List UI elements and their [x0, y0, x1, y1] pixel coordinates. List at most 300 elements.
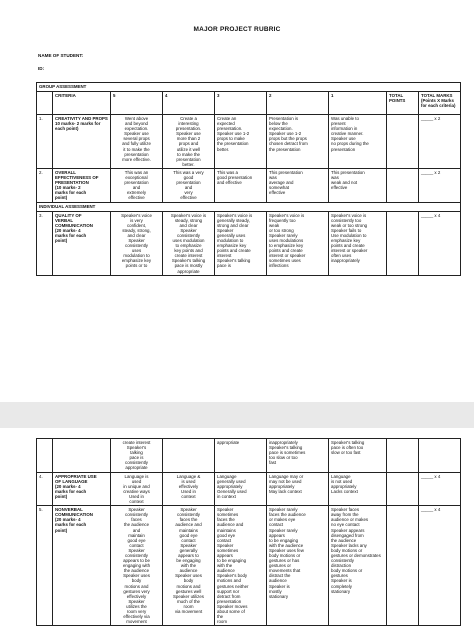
score-1-cell: [329, 115, 387, 169]
row-number: 1.: [37, 115, 53, 169]
table-row: [37, 472, 461, 506]
score-3-cell-line: emphasize key: [217, 243, 247, 249]
score-1-cell-line: weak and not: [331, 180, 358, 186]
score-4-cell-line: via movement: [174, 609, 203, 614]
score-2-cell-line: faces the audience: [269, 512, 306, 518]
row-number: 4.: [37, 472, 53, 506]
score-5-cell-line: talking: [130, 450, 143, 456]
score-3-cell-line: generally steady,: [217, 217, 250, 223]
score-5-cell-line: Speaker: [128, 598, 145, 604]
score-3-cell-line: room: [217, 619, 228, 625]
score-1-cell-line: Speaker appears: [331, 527, 365, 533]
score-1-cell-line: weak or too strong: [331, 222, 368, 228]
score-2-cell-line: with the audience: [269, 542, 304, 548]
score-2-cell: [267, 168, 329, 202]
criteria-cell-line: COMMUNICATION: [55, 512, 93, 518]
score-5-cell-line: several props: [123, 136, 150, 142]
score-4-cell-line: audience: [179, 568, 198, 574]
score-3-cell-line: interest: [217, 253, 232, 259]
total-marks-cell: [419, 439, 461, 473]
criteria-cell-line: marks for each: [55, 488, 87, 494]
score-4-cell-line: Used in: [181, 488, 196, 494]
total-points-cell: [387, 211, 419, 275]
score-4-cell-line: be engaging: [176, 558, 201, 564]
table-row: [37, 439, 461, 473]
score-1-cell-line: gestures or demonstrates: [331, 552, 381, 558]
score-4-cell-line: create interest: [174, 253, 203, 259]
page-one-rows: [37, 115, 461, 276]
score-2-cell-line: appears: [269, 532, 285, 538]
score-5-cell-line: points or to: [125, 263, 148, 269]
score-3-cell: [215, 439, 267, 473]
score-5-cell-line: emphasize key: [121, 258, 152, 264]
score-5-cell: [111, 506, 163, 626]
score-4-cell-line: to make the: [177, 151, 200, 157]
score-4-cell-line: consistently: [177, 512, 200, 518]
score-5-cell-line: Speaker's voice: [121, 212, 152, 218]
score-5-cell-line: Language is: [124, 473, 149, 479]
score-2-cell-line: audience: [269, 578, 287, 584]
score-5-cell-line: and: [132, 185, 141, 191]
criteria-cell-line: marks for each: [55, 190, 87, 196]
score-3-cell-line: Speaker's body: [217, 573, 248, 579]
score-1-cell-line: was: [331, 175, 339, 181]
score-2-cell-line: to be engaging: [269, 537, 299, 543]
rubric-table-page-one: [36, 82, 461, 276]
criteria-cell-line: VERBAL: [55, 217, 74, 223]
score-4-cell: [163, 439, 215, 473]
score-1-cell-line: Speaker is: [331, 578, 352, 584]
score-3-cell-line: Speaker moves: [217, 603, 248, 609]
score-4-cell-line: appears to: [178, 552, 199, 558]
criteria-cell-line: APPROPRIATE USE: [55, 473, 97, 479]
score-4-cell-line: interesting: [178, 121, 199, 127]
score-3-cell-line: This was a: [217, 169, 238, 175]
table-row: [37, 168, 461, 202]
score-2-cell-line: Speaker uses few: [269, 547, 304, 553]
score-4-cell-line: Speaker's voice is: [170, 212, 207, 218]
score-5-cell-line: the audience: [123, 568, 150, 574]
page-two: [0, 428, 474, 632]
score-4-cell-line: props and: [178, 141, 199, 147]
score-3-cell-line: good eye: [217, 532, 236, 538]
score-3-cell-line: generally used: [217, 478, 246, 484]
score-5-cell-line: This was an: [124, 169, 149, 175]
score-1-cell-line: creative manner.: [331, 131, 364, 137]
score-2-cell-line: below the: [269, 121, 288, 127]
score-3-cell-line: generally uses: [217, 232, 246, 238]
score-1-cell-line: gestures: [331, 573, 348, 579]
score-1-cell-line: Speaker lacks any: [331, 542, 367, 548]
score-4-cell-line: with the: [180, 563, 197, 569]
score-1-cell-line: is not used: [331, 478, 353, 484]
score-5-cell-line: consistently: [125, 512, 148, 518]
score-2-cell-line: effective: [269, 190, 286, 196]
score-3-cell-line: appears: [217, 552, 233, 558]
rubric-table-page-two: [36, 438, 461, 626]
score-2-cell-line: was: [269, 175, 277, 181]
criteria-cell-line: EFFECTIVENESS OF: [55, 175, 99, 181]
score-3-cell-line: sometimes: [217, 547, 239, 553]
student-id-label: ID:: [38, 66, 45, 71]
table-header-row: [37, 92, 461, 115]
score-2-cell-line: body motions or: [269, 552, 301, 558]
score-4-cell-line: Speaker: [180, 542, 197, 548]
total-points-cell: [387, 506, 419, 626]
score-2-cell-line: too slow or too: [269, 455, 298, 461]
score-3-cell-line: modulation to: [217, 237, 244, 243]
score-4-cell-line: and clear: [179, 222, 198, 228]
score-4-cell-line: effective: [180, 195, 197, 201]
score-5-cell-line: steady, strong,: [122, 227, 151, 233]
score-5-cell-line: Speaker: [128, 237, 145, 243]
header-total-marks: TOTAL MARKS (Points X Marks for each criteria): [419, 92, 461, 115]
score-1-cell-line: Use modulation to: [331, 232, 367, 238]
score-2-cell-line: uses modulations: [269, 237, 304, 243]
score-4-cell-line: Speaker use: [176, 131, 201, 137]
total-marks-cell: _____ x 2: [419, 115, 461, 169]
score-2-cell: [267, 472, 329, 506]
criteria-cell-line: (20 marks- 4: [55, 517, 81, 523]
table-row: [37, 506, 461, 626]
criteria-cell-line: NONVERBAL: [55, 507, 83, 513]
score-5-cell-line: and beyond: [125, 121, 148, 127]
total-marks-cell: _____ x 4: [419, 506, 461, 626]
score-2-cell-line: to emphasize key: [269, 243, 304, 249]
score-3-cell-line: better.: [217, 146, 230, 152]
criteria-cell-line: point): [55, 527, 68, 533]
score-1-cell-line: pace is often too: [331, 445, 364, 451]
score-3-cell-line: good presentation: [217, 175, 253, 181]
score-4-cell: [163, 506, 215, 626]
score-1-cell-line: Speaker use: [331, 136, 356, 142]
score-3-cell-line: pace is: [217, 263, 231, 269]
score-2-cell: [267, 439, 329, 473]
score-1-cell-line: away from the: [331, 512, 359, 518]
criteria-cell-line: (20 marks- 4: [55, 483, 81, 489]
criteria-cell-line: QUALITY OF: [55, 212, 82, 218]
score-3-cell-line: strong and clear: [217, 222, 249, 228]
total-points-cell: [387, 472, 419, 506]
score-4-cell-line: consistently: [177, 232, 200, 238]
score-4-cell: [163, 115, 215, 169]
score-1-cell-line: the audience: [331, 537, 357, 543]
total-marks-cell: _____ x 2: [419, 168, 461, 202]
score-5-cell: [111, 211, 163, 275]
score-4-cell-line: Speaker uses: [175, 573, 202, 579]
score-4-cell-line: good eye: [179, 532, 198, 538]
score-2-cell-line: Presentation is: [269, 116, 299, 121]
score-4-cell-line: good: [183, 175, 194, 181]
score-5-cell-line: good eye: [127, 537, 146, 543]
criteria-cell-line: CREATIVITY AND PROPS: [55, 116, 108, 121]
score-1-cell-line: completely: [331, 583, 352, 589]
score-1-cell-line: inappropriately: [331, 258, 360, 264]
score-2-cell-line: Speaker rarely: [269, 507, 298, 513]
score-3-cell-line: about some of: [217, 609, 245, 614]
score-5-cell-line: it to make the: [123, 146, 150, 152]
score-5-cell-line: used: [131, 478, 142, 484]
score-2-cell-line: movements that: [269, 568, 301, 574]
score-2-cell-line: expectation.: [269, 126, 293, 132]
score-5-cell-line: contact: [129, 542, 144, 548]
page-title: MAJOR PROJECT RUBRIC: [193, 26, 281, 33]
score-1-cell-line: consistently: [331, 558, 354, 564]
score-5-cell-line: utilizes the: [126, 603, 147, 609]
score-5-cell-line: body: [131, 578, 142, 584]
criteria-cell-line: PRESENTATION: [55, 180, 89, 186]
score-4-cell: [163, 211, 215, 275]
criteria-cell-line: marks for each: [55, 522, 87, 528]
score-3-cell-line: the: [217, 614, 224, 620]
score-1-cell-line: points and create: [331, 243, 365, 249]
score-3-cell-line: presentation: [217, 598, 242, 604]
score-2-cell-line: interest or speaker: [269, 253, 306, 259]
header-score-1: 1: [329, 92, 387, 115]
score-5-cell: [111, 168, 163, 202]
score-4-cell-line: presentation: [176, 180, 201, 186]
score-2-cell-line: Speaker's talking: [269, 445, 303, 451]
score-3-cell-line: expected: [217, 121, 235, 127]
header-total-points: TOTAL POINTS: [387, 92, 419, 115]
criteria-cell: [53, 211, 111, 275]
score-2-cell-line: props but the props: [269, 136, 307, 142]
score-5-cell-line: effectively via: [123, 614, 150, 620]
score-5-cell-line: faces: [131, 517, 142, 523]
score-4-cell-line: presentation: [176, 156, 201, 162]
header-score-5: 5: [111, 92, 163, 115]
score-2-cell-line: somewhat: [269, 185, 290, 191]
score-4-cell-line: Speaker: [180, 227, 197, 233]
criteria-cell-line: point): [55, 195, 68, 201]
score-1-cell-line: body motions or: [331, 568, 363, 574]
score-5-cell-line: and clear: [127, 232, 146, 238]
score-4-cell-line: audience and: [175, 522, 202, 528]
score-5-cell: [111, 472, 163, 506]
score-5-cell-line: engaging with: [122, 563, 151, 569]
criteria-cell-line: OVERALL: [55, 169, 76, 175]
score-2-cell-line: mostly: [269, 588, 282, 594]
score-5-cell-line: gestures very: [123, 588, 150, 594]
table-row: [37, 115, 461, 169]
score-1-cell-line: Speaker fails to: [331, 227, 362, 233]
score-3-cell-line: Generally used: [217, 488, 247, 494]
score-3-cell-line: to be engaging: [217, 558, 247, 564]
score-4-cell-line: This was a very: [173, 169, 204, 175]
table-row: [37, 211, 461, 275]
score-3-cell-line: detract from: [217, 593, 241, 599]
score-4-cell: [163, 472, 215, 506]
header-score-2: 2: [267, 92, 329, 115]
criteria-cell-line: marks for each: [55, 232, 87, 238]
score-5-cell-line: appropriate: [125, 465, 148, 471]
score-3-cell-line: audience and: [217, 522, 244, 528]
score-5-cell-line: presentation: [124, 180, 149, 186]
score-2-cell-line: contact: [269, 522, 284, 528]
score-2-cell-line: Speaker rarely: [269, 232, 298, 238]
row-number: 5.: [37, 506, 53, 626]
score-4-cell-line: faces the: [179, 517, 198, 523]
score-5-cell-line: maintain: [128, 532, 145, 538]
score-4-cell-line: pace is mostly: [174, 263, 203, 269]
score-2-cell-line: appropriately: [269, 483, 295, 489]
score-3-cell-line: Speaker's voice is: [217, 212, 253, 218]
score-4-cell-line: better.: [182, 161, 195, 167]
score-3-cell-line: audience: [217, 568, 235, 574]
score-5-cell-line: appears to be: [123, 558, 150, 564]
score-5-cell-line: Speaker uses: [123, 573, 150, 579]
header-criteria: CRITERIA: [53, 92, 111, 115]
score-1-cell: [329, 439, 387, 473]
score-4-cell-line: steady, strong: [174, 217, 203, 223]
score-1-cell-line: This presentation: [331, 169, 365, 175]
score-2-cell-line: distract the: [269, 573, 291, 579]
score-4-cell-line: contact: [181, 537, 196, 543]
score-1-cell-line: Language: [331, 473, 351, 479]
score-3-cell-line: Speaker's talking: [217, 258, 251, 264]
score-2-cell-line: Speaker's voice is: [269, 212, 305, 218]
score-1-cell-line: slow or too fast: [331, 450, 361, 456]
score-1-cell: [329, 211, 387, 275]
total-points-cell: [387, 439, 419, 473]
score-5-cell-line: Speaker's: [126, 445, 147, 451]
score-3-cell: [215, 115, 267, 169]
score-1-cell-line: effective: [331, 185, 348, 191]
score-5-cell-line: uses: [131, 248, 142, 254]
criteria-cell: [53, 168, 111, 202]
score-1-cell-line: consistently too: [331, 217, 362, 223]
score-4-cell-line: Speaker: [180, 507, 197, 513]
score-2-cell-line: sometimes uses: [269, 258, 301, 264]
score-3-cell-line: and effective: [217, 180, 242, 186]
page-two-rows: [37, 439, 461, 626]
score-3-cell-line: in context: [217, 493, 236, 499]
score-1-cell-line: no props during the: [331, 141, 369, 147]
score-1-cell: [329, 472, 387, 506]
score-1-cell-line: body motions or: [331, 547, 363, 553]
row-number: [37, 439, 53, 473]
score-2-cell-line: gestures or has: [269, 558, 300, 564]
criteria-cell-line: (10 marks- 2: [55, 185, 81, 191]
score-3-cell-line: appropriate: [217, 440, 240, 445]
score-1-cell-line: no eye contact: [331, 522, 360, 528]
score-2-cell-line: Speaker is: [269, 583, 290, 589]
score-2-cell-line: inflections: [269, 263, 289, 269]
score-3-cell: [215, 168, 267, 202]
score-1-cell-line: Was unable to: [331, 116, 359, 121]
score-1-cell-line: distraction: [331, 563, 352, 569]
score-2-cell-line: weak: [269, 222, 280, 228]
score-5-cell-line: pace is: [129, 455, 144, 461]
score-4-cell-line: appropriate: [177, 268, 200, 274]
score-5-cell-line: Used in: [129, 493, 144, 499]
score-3-cell-line: Create an: [217, 116, 237, 121]
score-5-cell-line: presentation: [124, 151, 149, 157]
score-2-cell-line: Language may or: [269, 473, 304, 479]
score-4-cell: [163, 168, 215, 202]
student-name-label: NAME OF STUDENT:: [38, 53, 84, 58]
score-5-cell-line: and: [132, 527, 141, 533]
score-1-cell-line: presentation: [331, 146, 356, 152]
score-5-cell-line: room very: [126, 609, 147, 614]
total-points-cell: [387, 168, 419, 202]
score-5-cell-line: is very: [130, 217, 143, 223]
score-3-cell-line: Speaker: [217, 227, 234, 233]
score-1-cell-line: audience or makes: [331, 517, 369, 523]
score-3-cell-line: sometimes: [217, 512, 239, 518]
score-5-cell-line: Speaker: [128, 547, 145, 553]
criteria-cell-line: COMMUNICATION: [55, 222, 93, 228]
section-individual-assessment: INDIVIDUAL ASSESSMENT: [37, 202, 461, 211]
score-4-cell-line: much of the: [177, 598, 200, 604]
criteria-cell-line: (20 marks- 4: [55, 227, 81, 233]
score-5-cell-line: motions and: [124, 583, 149, 589]
criteria-cell: [53, 439, 111, 473]
score-3-cell-line: faces the: [217, 517, 235, 523]
score-4-cell-line: and: [184, 185, 193, 191]
score-2-cell-line: or makes eye: [269, 517, 296, 523]
score-3-cell-line: maintains: [217, 527, 236, 533]
score-3-cell-line: Speaker: [217, 507, 234, 513]
score-4-cell-line: presentation.: [175, 126, 202, 132]
score-4-cell-line: utilize it well: [176, 146, 201, 152]
score-1-cell-line: Speaker faces: [331, 507, 360, 513]
score-5-cell-line: create interest: [122, 440, 151, 445]
score-1-cell-line: present: [331, 121, 346, 127]
row-number: 3.: [37, 211, 53, 275]
score-2-cell-line: points and create: [269, 248, 303, 254]
score-4-cell-line: to emphasize: [175, 243, 202, 249]
score-4-cell-line: gestures well: [175, 588, 202, 594]
score-3-cell: [215, 506, 267, 626]
score-3-cell-line: support nor: [217, 588, 240, 594]
score-1-cell-line: information in: [331, 126, 358, 132]
score-1-cell-line: Speaker's voice is: [331, 212, 367, 218]
score-4-cell-line: motions and: [176, 583, 201, 589]
total-marks-cell: _____ x 4: [419, 472, 461, 506]
score-4-cell-line: more than 2: [176, 136, 201, 142]
total-points-cell: [387, 115, 419, 169]
score-2-cell-line: Speaker rarely: [269, 527, 298, 533]
score-1-cell-line: Lacks context: [331, 488, 358, 494]
score-4-cell-line: Language &: [176, 473, 201, 479]
criteria-cell-line: point): [55, 237, 68, 243]
score-3-cell-line: the presentation: [217, 141, 249, 147]
score-1-cell-line: emphasize key: [331, 237, 361, 243]
score-3-cell-line: Speaker: [217, 542, 234, 548]
score-5-cell-line: confident,: [126, 222, 147, 228]
score-2-cell-line: frequently too: [269, 217, 296, 223]
criteria-cell-line: point): [55, 493, 68, 499]
total-marks-cell: _____ x 4: [419, 211, 461, 275]
score-1-cell-line: disengaged from: [331, 532, 364, 538]
score-3-cell: [215, 472, 267, 506]
score-1-cell-line: interest or speaker: [331, 248, 368, 254]
score-2-cell-line: fast: [269, 460, 277, 466]
score-5-cell-line: the audience: [123, 522, 150, 528]
criteria-cell: [53, 115, 111, 169]
score-4-cell-line: maintains: [179, 527, 198, 533]
score-2-cell-line: pace is sometimes: [269, 450, 306, 456]
score-4-cell-line: body: [183, 578, 194, 584]
score-3-cell-line: Speaker use 1-2: [217, 131, 250, 137]
score-4-cell-line: context: [181, 493, 196, 499]
score-2-cell-line: the presentation: [269, 146, 301, 152]
score-2-cell-line: stationary: [269, 593, 289, 599]
score-5-cell-line: context: [129, 499, 144, 505]
criteria-cell: [53, 472, 111, 506]
score-5-cell: [111, 115, 163, 169]
